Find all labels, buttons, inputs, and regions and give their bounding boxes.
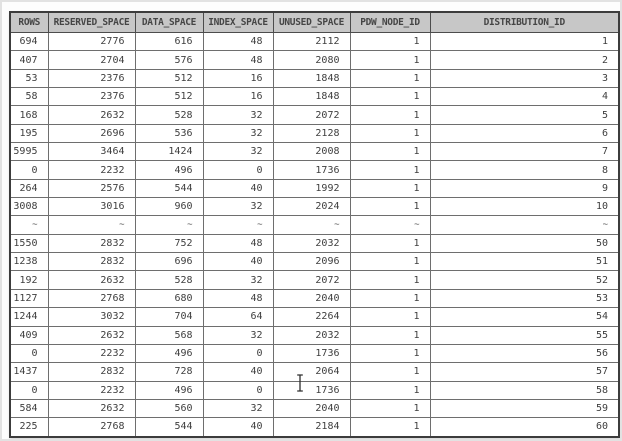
grid-cell[interactable]: 2632 xyxy=(48,399,135,417)
grid-cell[interactable]: 2072 xyxy=(273,271,350,289)
grid-cell[interactable]: 496 xyxy=(135,161,203,179)
grid-cell[interactable]: 32 xyxy=(203,143,273,161)
grid-cell[interactable]: ~ xyxy=(135,216,203,234)
table-row xyxy=(10,124,619,142)
column-header[interactable]: UNUSED_SPACE xyxy=(273,12,350,33)
grid-cell[interactable]: 2232 xyxy=(48,161,135,179)
grid-cell[interactable]: 616 xyxy=(135,33,203,51)
grid-cell[interactable]: 3008 xyxy=(10,198,48,216)
grid-cell[interactable]: 1 xyxy=(430,33,619,51)
grid-cell[interactable]: 53 xyxy=(10,69,48,87)
grid-cell[interactable]: 53 xyxy=(430,289,619,307)
grid-cell[interactable]: 2576 xyxy=(48,179,135,197)
grid-cell[interactable]: 2032 xyxy=(273,326,350,344)
table-row xyxy=(10,161,619,179)
grid-cell[interactable]: 584 xyxy=(10,399,48,417)
ellipsis-row xyxy=(10,216,619,234)
grid-cell[interactable]: 56 xyxy=(430,344,619,362)
grid-cell[interactable]: 2008 xyxy=(273,143,350,161)
grid-cell[interactable]: 1992 xyxy=(273,179,350,197)
grid-cell[interactable]: 40 xyxy=(203,179,273,197)
grid-cell[interactable]: 225 xyxy=(10,418,48,437)
table-row xyxy=(10,51,619,69)
table-row xyxy=(10,418,619,437)
grid-cell[interactable]: 752 xyxy=(135,234,203,252)
grid-cell[interactable]: 1 xyxy=(350,326,430,344)
column-header[interactable]: DISTRIBUTION_ID xyxy=(430,12,619,33)
table-row xyxy=(10,106,619,124)
grid-cell[interactable]: 51 xyxy=(430,253,619,271)
grid-cell[interactable]: 1 xyxy=(350,418,430,437)
grid-cell[interactable]: 2632 xyxy=(48,106,135,124)
grid-cell[interactable]: 1 xyxy=(350,88,430,106)
grid-cell[interactable]: 16 xyxy=(203,88,273,106)
grid-cell[interactable]: 48 xyxy=(203,234,273,252)
grid-cell[interactable]: 0 xyxy=(10,344,48,362)
grid-cell[interactable]: 59 xyxy=(430,399,619,417)
grid-cell[interactable]: 2376 xyxy=(48,88,135,106)
table-row xyxy=(10,271,619,289)
grid-cell[interactable]: ~ xyxy=(430,216,619,234)
table-row xyxy=(10,69,619,87)
table-row xyxy=(10,308,619,326)
grid-cell[interactable]: ~ xyxy=(10,216,48,234)
grid-cell[interactable]: 3016 xyxy=(48,198,135,216)
grid-cell[interactable]: 3464 xyxy=(48,143,135,161)
grid-cell[interactable]: 2040 xyxy=(273,399,350,417)
grid-cell[interactable]: ~ xyxy=(203,216,273,234)
grid-cell[interactable]: 2128 xyxy=(273,124,350,142)
grid-cell[interactable]: 1 xyxy=(350,271,430,289)
grid-cell[interactable]: 3 xyxy=(430,69,619,87)
grid-cell[interactable]: 40 xyxy=(203,363,273,381)
grid-cell[interactable]: 2264 xyxy=(273,308,350,326)
grid-cell[interactable]: 168 xyxy=(10,106,48,124)
grid-cell[interactable]: 48 xyxy=(203,33,273,51)
grid-cell[interactable]: 2632 xyxy=(48,271,135,289)
grid-cell[interactable]: 2768 xyxy=(48,289,135,307)
grid-cell[interactable]: 704 xyxy=(135,308,203,326)
grid-cell[interactable]: 2632 xyxy=(48,326,135,344)
grid-cell[interactable]: 544 xyxy=(135,179,203,197)
table-row xyxy=(10,344,619,362)
column-header[interactable]: PDW_NODE_ID xyxy=(350,12,430,33)
grid-cell[interactable]: 1 xyxy=(350,381,430,399)
column-header[interactable]: ROWS xyxy=(10,12,48,33)
grid-cell[interactable]: 696 xyxy=(135,253,203,271)
grid-cell[interactable]: 5995 xyxy=(10,143,48,161)
grid-cell[interactable]: 55 xyxy=(430,326,619,344)
grid-cell[interactable]: 2184 xyxy=(273,418,350,437)
grid-cell[interactable]: 2064 xyxy=(273,363,350,381)
table-row xyxy=(10,143,619,161)
grid-cell[interactable]: 48 xyxy=(203,51,273,69)
grid-cell[interactable]: 16 xyxy=(203,69,273,87)
grid-cell[interactable]: 1 xyxy=(350,69,430,87)
grid-cell[interactable]: 1736 xyxy=(273,161,350,179)
grid-cell[interactable]: 960 xyxy=(135,198,203,216)
grid-cell[interactable]: 728 xyxy=(135,363,203,381)
grid-cell[interactable]: 1238 xyxy=(10,253,48,271)
grid-cell[interactable]: 32 xyxy=(203,271,273,289)
grid-cell[interactable]: 64 xyxy=(203,308,273,326)
grid-cell[interactable]: 1 xyxy=(350,179,430,197)
grid-cell[interactable]: 1127 xyxy=(10,289,48,307)
grid-cell[interactable]: 58 xyxy=(430,381,619,399)
grid-cell[interactable]: 2704 xyxy=(48,51,135,69)
grid-cell[interactable]: 3032 xyxy=(48,308,135,326)
grid-cell[interactable]: 1 xyxy=(350,143,430,161)
grid-cell[interactable]: 1848 xyxy=(273,69,350,87)
grid-cell[interactable]: 1 xyxy=(350,289,430,307)
grid-cell[interactable]: 52 xyxy=(430,271,619,289)
grid-cell[interactable]: 264 xyxy=(10,179,48,197)
grid-cell[interactable]: 32 xyxy=(203,124,273,142)
table-row xyxy=(10,88,619,106)
results-grid xyxy=(9,11,620,438)
grid-cell[interactable]: 40 xyxy=(203,253,273,271)
table-row xyxy=(10,33,619,51)
grid-cell[interactable]: 1 xyxy=(350,234,430,252)
grid-cell[interactable]: 2072 xyxy=(273,106,350,124)
grid-cell[interactable]: 2832 xyxy=(48,234,135,252)
grid-cell[interactable]: 32 xyxy=(203,106,273,124)
grid-cell[interactable]: 58 xyxy=(10,88,48,106)
grid-cell[interactable]: 1 xyxy=(350,253,430,271)
grid-cell[interactable]: 1736 xyxy=(273,381,350,399)
grid-cell[interactable]: 2232 xyxy=(48,344,135,362)
grid-cell[interactable]: ~ xyxy=(273,216,350,234)
table-row xyxy=(10,234,619,252)
grid-cell[interactable]: 2080 xyxy=(273,51,350,69)
grid-cell[interactable]: 1 xyxy=(350,161,430,179)
grid-cell[interactable]: 568 xyxy=(135,326,203,344)
grid-cell[interactable]: 1 xyxy=(350,33,430,51)
grid-cell[interactable]: 6 xyxy=(430,124,619,142)
grid-cell[interactable]: 1424 xyxy=(135,143,203,161)
column-header[interactable]: RESERVED_SPACE xyxy=(48,12,135,33)
table-row xyxy=(10,399,619,417)
header-row xyxy=(10,12,619,33)
grid-cell[interactable]: 407 xyxy=(10,51,48,69)
grid-cell[interactable]: 7 xyxy=(430,143,619,161)
table-row xyxy=(10,381,619,399)
grid-cell[interactable]: 2232 xyxy=(48,381,135,399)
table-row xyxy=(10,198,619,216)
grid-cell[interactable]: 576 xyxy=(135,51,203,69)
grid-cell[interactable]: 528 xyxy=(135,271,203,289)
grid-cell[interactable]: 0 xyxy=(203,161,273,179)
grid-cell[interactable]: 10 xyxy=(430,198,619,216)
grid-cell[interactable]: 9 xyxy=(430,179,619,197)
table-row xyxy=(10,363,619,381)
grid-cell[interactable]: 2832 xyxy=(48,253,135,271)
grid-cell[interactable]: 32 xyxy=(203,399,273,417)
grid-cell[interactable]: 8 xyxy=(430,161,619,179)
grid-cell[interactable]: 32 xyxy=(203,198,273,216)
grid-cell[interactable]: 1 xyxy=(350,363,430,381)
grid-cell[interactable]: 512 xyxy=(135,69,203,87)
grid-cell[interactable]: 528 xyxy=(135,106,203,124)
grid-cell[interactable]: 1 xyxy=(350,344,430,362)
grid-cell[interactable]: 512 xyxy=(135,88,203,106)
grid-cell[interactable]: 57 xyxy=(430,363,619,381)
grid-cell[interactable]: 50 xyxy=(430,234,619,252)
grid-cell[interactable]: 2696 xyxy=(48,124,135,142)
grid-cell[interactable]: ~ xyxy=(48,216,135,234)
grid-cell[interactable]: 1 xyxy=(350,51,430,69)
grid-cell[interactable]: 1 xyxy=(350,124,430,142)
grid-cell[interactable]: 2 xyxy=(430,51,619,69)
grid-cell[interactable]: 496 xyxy=(135,381,203,399)
table-row xyxy=(10,326,619,344)
grid-cell[interactable]: 48 xyxy=(203,289,273,307)
grid-cell[interactable]: 1 xyxy=(350,198,430,216)
grid-cell[interactable]: 694 xyxy=(10,33,48,51)
grid-cell[interactable]: 1 xyxy=(350,106,430,124)
grid-cell[interactable]: 192 xyxy=(10,271,48,289)
table-row xyxy=(10,179,619,197)
grid-cell[interactable]: 0 xyxy=(10,381,48,399)
grid-cell[interactable]: 2024 xyxy=(273,198,350,216)
grid-cell[interactable]: 680 xyxy=(135,289,203,307)
grid-cell[interactable]: 60 xyxy=(430,418,619,437)
grid-cell[interactable]: 2032 xyxy=(273,234,350,252)
grid-cell[interactable]: 2040 xyxy=(273,289,350,307)
grid-cell[interactable]: 2768 xyxy=(48,418,135,437)
grid-cell[interactable]: 4 xyxy=(430,88,619,106)
grid-cell[interactable]: 40 xyxy=(203,418,273,437)
grid-cell[interactable]: 1550 xyxy=(10,234,48,252)
grid-cell[interactable]: 496 xyxy=(135,344,203,362)
grid-cell[interactable]: 1736 xyxy=(273,344,350,362)
grid-cell[interactable]: 0 xyxy=(10,161,48,179)
grid-cell[interactable]: 32 xyxy=(203,326,273,344)
grid-cell[interactable]: 1437 xyxy=(10,363,48,381)
grid-cell[interactable]: 0 xyxy=(203,381,273,399)
grid-cell[interactable]: 409 xyxy=(10,326,48,344)
grid-body xyxy=(10,33,619,437)
grid-cell[interactable]: 5 xyxy=(430,106,619,124)
grid-cell[interactable]: 2112 xyxy=(273,33,350,51)
grid-cell[interactable]: 2832 xyxy=(48,363,135,381)
grid-cell[interactable]: 1848 xyxy=(273,88,350,106)
grid-cell[interactable]: 54 xyxy=(430,308,619,326)
grid-cell[interactable]: 1244 xyxy=(10,308,48,326)
column-header[interactable]: INDEX_SPACE xyxy=(203,12,273,33)
grid-cell[interactable]: 544 xyxy=(135,418,203,437)
grid-cell[interactable]: 2776 xyxy=(48,33,135,51)
grid-cell[interactable]: 2376 xyxy=(48,69,135,87)
grid-cell[interactable]: 0 xyxy=(203,344,273,362)
grid-cell[interactable]: 560 xyxy=(135,399,203,417)
table-row xyxy=(10,253,619,271)
grid-cell[interactable]: ~ xyxy=(350,216,430,234)
grid-cell[interactable]: 2096 xyxy=(273,253,350,271)
grid-cell[interactable]: 536 xyxy=(135,124,203,142)
grid-cell[interactable]: 1 xyxy=(350,399,430,417)
grid-cell[interactable]: 195 xyxy=(10,124,48,142)
column-header[interactable]: DATA_SPACE xyxy=(135,12,203,33)
table-row xyxy=(10,289,619,307)
grid-cell[interactable]: 1 xyxy=(350,308,430,326)
